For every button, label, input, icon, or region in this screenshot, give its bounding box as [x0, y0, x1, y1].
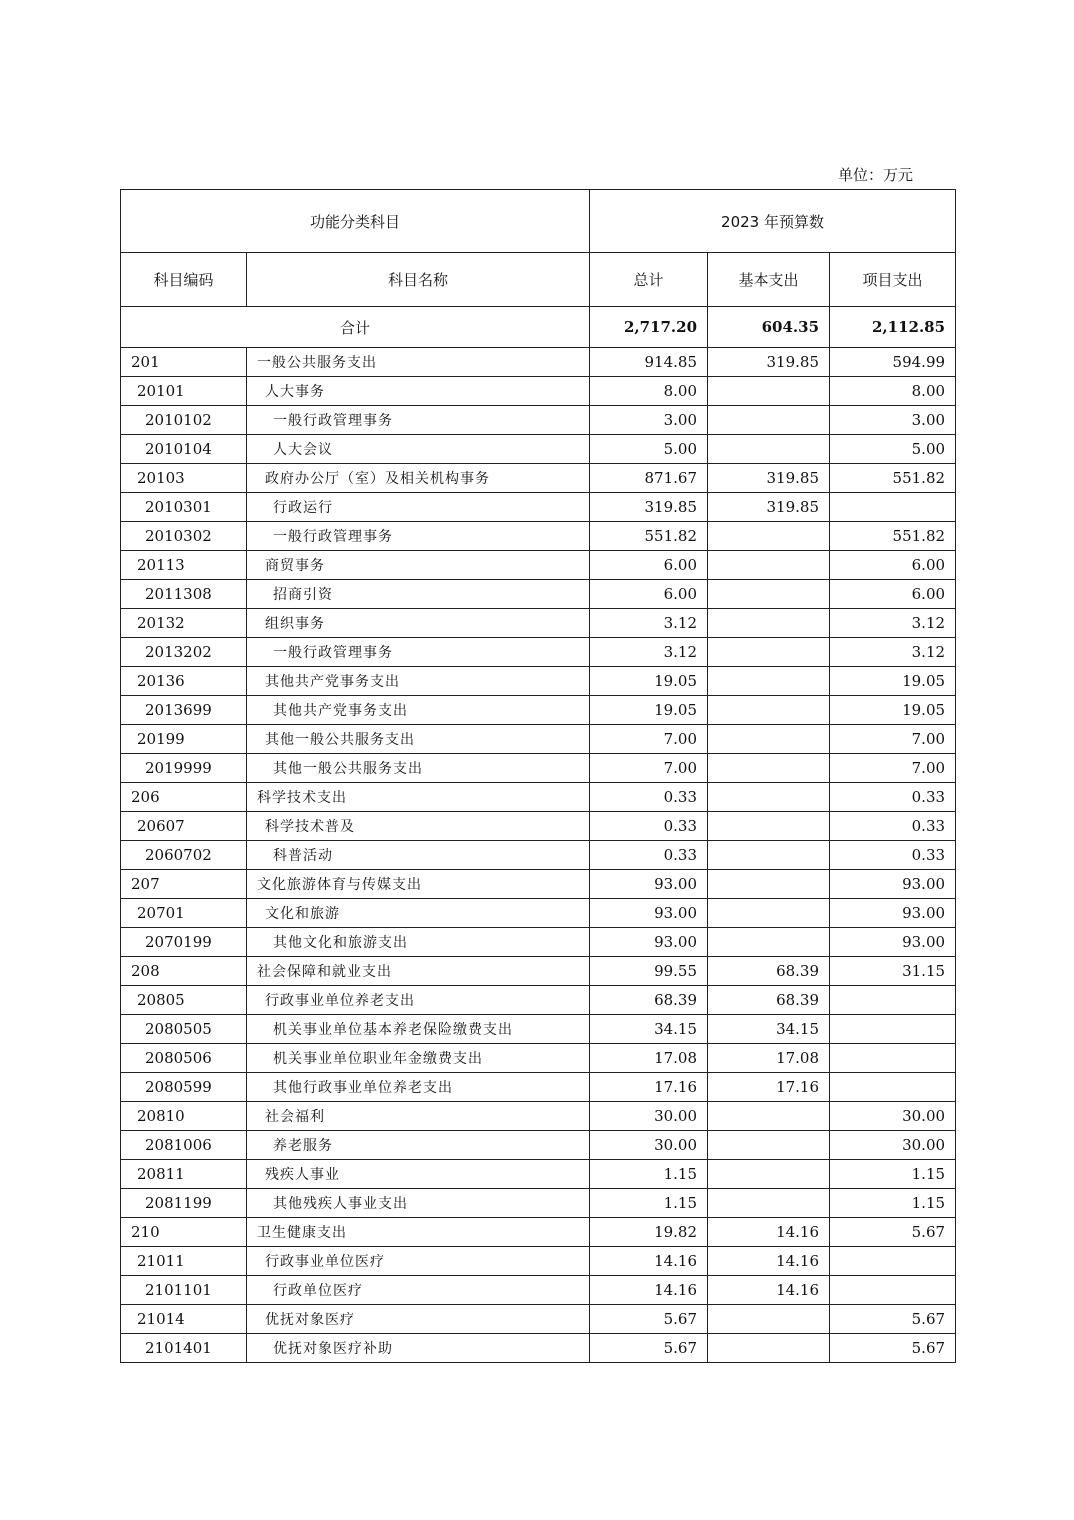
row-total: 3.00 [590, 406, 708, 435]
row-project: 594.99 [830, 348, 956, 377]
table-row [121, 957, 956, 986]
row-code: 2019999 [121, 754, 247, 783]
row-basic: 14.16 [708, 1276, 830, 1305]
row-total: 6.00 [590, 580, 708, 609]
row-project: 0.33 [830, 783, 956, 812]
row-code: 20113 [121, 551, 247, 580]
row-code: 207 [121, 870, 247, 899]
row-code: 20607 [121, 812, 247, 841]
row-total: 3.12 [590, 638, 708, 667]
table-row [121, 348, 956, 377]
table-row [121, 522, 956, 551]
row-code: 2013699 [121, 696, 247, 725]
row-project: 5.00 [830, 435, 956, 464]
row-total: 7.00 [590, 754, 708, 783]
row-basic [708, 870, 830, 899]
row-total: 93.00 [590, 928, 708, 957]
row-name: 其他一般公共服务支出 [247, 725, 590, 754]
row-total: 19.05 [590, 667, 708, 696]
row-code: 2080505 [121, 1015, 247, 1044]
total-label: 合计 [121, 307, 590, 348]
row-name: 科学技术支出 [247, 783, 590, 812]
row-total: 30.00 [590, 1131, 708, 1160]
row-name: 残疾人事业 [247, 1160, 590, 1189]
header-project: 项目支出 [830, 253, 956, 307]
row-name: 一般行政管理事务 [247, 522, 590, 551]
table-row [121, 406, 956, 435]
row-code: 21014 [121, 1305, 247, 1334]
table-row [121, 841, 956, 870]
header-name: 科目名称 [247, 253, 590, 307]
row-total: 93.00 [590, 870, 708, 899]
row-total: 6.00 [590, 551, 708, 580]
row-total: 5.67 [590, 1334, 708, 1363]
header-code: 科目编码 [121, 253, 247, 307]
row-project [830, 1247, 956, 1276]
row-name: 文化旅游体育与传媒支出 [247, 870, 590, 899]
row-project: 8.00 [830, 377, 956, 406]
row-total: 319.85 [590, 493, 708, 522]
row-name: 机关事业单位职业年金缴费支出 [247, 1044, 590, 1073]
row-code: 2070199 [121, 928, 247, 957]
row-total: 871.67 [590, 464, 708, 493]
row-code: 2101101 [121, 1276, 247, 1305]
row-name: 一般行政管理事务 [247, 406, 590, 435]
row-project: 5.67 [830, 1334, 956, 1363]
row-basic [708, 551, 830, 580]
row-name: 人大会议 [247, 435, 590, 464]
row-project: 1.15 [830, 1160, 956, 1189]
row-name: 文化和旅游 [247, 899, 590, 928]
row-total: 93.00 [590, 899, 708, 928]
row-project [830, 1044, 956, 1073]
row-basic [708, 1189, 830, 1218]
row-code: 2010104 [121, 435, 247, 464]
row-total: 1.15 [590, 1189, 708, 1218]
table-row [121, 1276, 956, 1305]
row-basic [708, 928, 830, 957]
row-name: 商贸事务 [247, 551, 590, 580]
row-basic: 319.85 [708, 464, 830, 493]
row-code: 201 [121, 348, 247, 377]
table-row [121, 1305, 956, 1334]
row-name: 科普活动 [247, 841, 590, 870]
row-project: 7.00 [830, 725, 956, 754]
row-basic [708, 609, 830, 638]
row-code: 2080599 [121, 1073, 247, 1102]
table-row [121, 638, 956, 667]
row-name: 其他文化和旅游支出 [247, 928, 590, 957]
table-row [121, 725, 956, 754]
row-name: 优抚对象医疗补助 [247, 1334, 590, 1363]
total-row [121, 307, 956, 348]
row-total: 0.33 [590, 841, 708, 870]
row-project [830, 1073, 956, 1102]
row-name: 一般行政管理事务 [247, 638, 590, 667]
row-basic [708, 1160, 830, 1189]
row-project: 3.12 [830, 609, 956, 638]
row-basic [708, 1102, 830, 1131]
row-project: 6.00 [830, 551, 956, 580]
table-row [121, 899, 956, 928]
row-code: 20811 [121, 1160, 247, 1189]
row-name: 养老服务 [247, 1131, 590, 1160]
row-project: 5.67 [830, 1305, 956, 1334]
table-row [121, 667, 956, 696]
row-name: 其他共产党事务支出 [247, 667, 590, 696]
row-code: 20101 [121, 377, 247, 406]
table-row [121, 754, 956, 783]
row-code: 2081006 [121, 1131, 247, 1160]
budget-table [120, 189, 956, 1363]
row-basic [708, 638, 830, 667]
table-row [121, 783, 956, 812]
row-basic: 68.39 [708, 986, 830, 1015]
row-project: 5.67 [830, 1218, 956, 1247]
row-name: 一般公共服务支出 [247, 348, 590, 377]
table-row [121, 696, 956, 725]
row-name: 社会福利 [247, 1102, 590, 1131]
header-function-classification: 功能分类科目 [121, 190, 590, 253]
row-basic: 319.85 [708, 348, 830, 377]
row-total: 551.82 [590, 522, 708, 551]
row-total: 19.05 [590, 696, 708, 725]
table-row [121, 1102, 956, 1131]
row-basic [708, 812, 830, 841]
row-project: 93.00 [830, 928, 956, 957]
row-name: 招商引资 [247, 580, 590, 609]
table-row [121, 812, 956, 841]
row-total: 34.15 [590, 1015, 708, 1044]
row-code: 20805 [121, 986, 247, 1015]
row-name: 科学技术普及 [247, 812, 590, 841]
row-basic [708, 522, 830, 551]
row-total: 14.16 [590, 1276, 708, 1305]
row-code: 21011 [121, 1247, 247, 1276]
header-row-group [121, 190, 956, 253]
row-name: 机关事业单位基本养老保险缴费支出 [247, 1015, 590, 1044]
row-total: 17.08 [590, 1044, 708, 1073]
row-project: 0.33 [830, 812, 956, 841]
row-code: 20136 [121, 667, 247, 696]
row-code: 20701 [121, 899, 247, 928]
row-total: 0.33 [590, 783, 708, 812]
row-code: 20132 [121, 609, 247, 638]
table-row [121, 1131, 956, 1160]
row-total: 5.67 [590, 1305, 708, 1334]
row-project: 551.82 [830, 464, 956, 493]
row-code: 208 [121, 957, 247, 986]
header-budget-2023: 2023 年预算数 [590, 190, 956, 253]
total-project: 2,112.85 [830, 307, 956, 348]
row-basic: 17.16 [708, 1073, 830, 1102]
row-code: 2010302 [121, 522, 247, 551]
row-basic: 14.16 [708, 1218, 830, 1247]
row-basic [708, 841, 830, 870]
row-basic [708, 1334, 830, 1363]
row-name: 行政事业单位医疗 [247, 1247, 590, 1276]
table-row [121, 435, 956, 464]
row-basic [708, 696, 830, 725]
row-project: 0.33 [830, 841, 956, 870]
row-basic [708, 1305, 830, 1334]
table-row [121, 377, 956, 406]
row-code: 2080506 [121, 1044, 247, 1073]
row-basic: 17.08 [708, 1044, 830, 1073]
row-name: 组织事务 [247, 609, 590, 638]
row-project [830, 1015, 956, 1044]
row-basic [708, 406, 830, 435]
table-row [121, 1189, 956, 1218]
row-total: 5.00 [590, 435, 708, 464]
table-row [121, 1218, 956, 1247]
row-total: 1.15 [590, 1160, 708, 1189]
table-row [121, 1247, 956, 1276]
row-total: 14.16 [590, 1247, 708, 1276]
row-project [830, 986, 956, 1015]
row-name: 其他共产党事务支出 [247, 696, 590, 725]
row-total: 30.00 [590, 1102, 708, 1131]
row-code: 210 [121, 1218, 247, 1247]
row-code: 2101401 [121, 1334, 247, 1363]
row-code: 2081199 [121, 1189, 247, 1218]
row-name: 行政事业单位养老支出 [247, 986, 590, 1015]
row-total: 99.55 [590, 957, 708, 986]
row-basic [708, 783, 830, 812]
total-total: 2,717.20 [590, 307, 708, 348]
table-row [121, 928, 956, 957]
row-project: 551.82 [830, 522, 956, 551]
row-total: 68.39 [590, 986, 708, 1015]
row-name: 其他残疾人事业支出 [247, 1189, 590, 1218]
table-row [121, 1044, 956, 1073]
row-project: 1.15 [830, 1189, 956, 1218]
row-code: 2010102 [121, 406, 247, 435]
table-row [121, 1334, 956, 1363]
row-total: 17.16 [590, 1073, 708, 1102]
row-code: 2013202 [121, 638, 247, 667]
table-row [121, 1160, 956, 1189]
row-code: 2060702 [121, 841, 247, 870]
row-project: 30.00 [830, 1131, 956, 1160]
row-basic [708, 899, 830, 928]
table-row [121, 580, 956, 609]
row-project: 93.00 [830, 870, 956, 899]
row-code: 20199 [121, 725, 247, 754]
table-row [121, 986, 956, 1015]
row-basic [708, 667, 830, 696]
table-row [121, 609, 956, 638]
row-total: 7.00 [590, 725, 708, 754]
row-total: 914.85 [590, 348, 708, 377]
row-code: 2010301 [121, 493, 247, 522]
table-row [121, 870, 956, 899]
row-name: 其他一般公共服务支出 [247, 754, 590, 783]
row-project [830, 493, 956, 522]
unit-label: 单位：万元 [838, 166, 914, 184]
row-basic [708, 725, 830, 754]
table-row [121, 493, 956, 522]
row-name: 社会保障和就业支出 [247, 957, 590, 986]
row-code: 206 [121, 783, 247, 812]
row-total: 3.12 [590, 609, 708, 638]
row-basic: 34.15 [708, 1015, 830, 1044]
row-project: 19.05 [830, 667, 956, 696]
header-row-columns [121, 253, 956, 307]
row-name: 行政单位医疗 [247, 1276, 590, 1305]
row-name: 人大事务 [247, 377, 590, 406]
row-basic: 319.85 [708, 493, 830, 522]
row-project: 3.00 [830, 406, 956, 435]
row-total: 0.33 [590, 812, 708, 841]
row-project: 6.00 [830, 580, 956, 609]
row-name: 优抚对象医疗 [247, 1305, 590, 1334]
row-name: 其他行政事业单位养老支出 [247, 1073, 590, 1102]
row-basic [708, 580, 830, 609]
row-code: 20810 [121, 1102, 247, 1131]
row-basic: 68.39 [708, 957, 830, 986]
row-name: 卫生健康支出 [247, 1218, 590, 1247]
row-project: 19.05 [830, 696, 956, 725]
row-project: 31.15 [830, 957, 956, 986]
row-total: 8.00 [590, 377, 708, 406]
table-row [121, 1015, 956, 1044]
row-name: 政府办公厅（室）及相关机构事务 [247, 464, 590, 493]
header-total: 总计 [590, 253, 708, 307]
row-project: 30.00 [830, 1102, 956, 1131]
row-basic [708, 754, 830, 783]
total-basic: 604.35 [708, 307, 830, 348]
row-basic: 14.16 [708, 1247, 830, 1276]
row-code: 20103 [121, 464, 247, 493]
header-basic: 基本支出 [708, 253, 830, 307]
row-basic [708, 435, 830, 464]
row-basic [708, 1131, 830, 1160]
row-project [830, 1276, 956, 1305]
row-name: 行政运行 [247, 493, 590, 522]
row-project: 7.00 [830, 754, 956, 783]
row-project: 93.00 [830, 899, 956, 928]
row-code: 2011308 [121, 580, 247, 609]
row-total: 19.82 [590, 1218, 708, 1247]
table-row [121, 464, 956, 493]
row-basic [708, 377, 830, 406]
table-row [121, 551, 956, 580]
row-project: 3.12 [830, 638, 956, 667]
table-row [121, 1073, 956, 1102]
